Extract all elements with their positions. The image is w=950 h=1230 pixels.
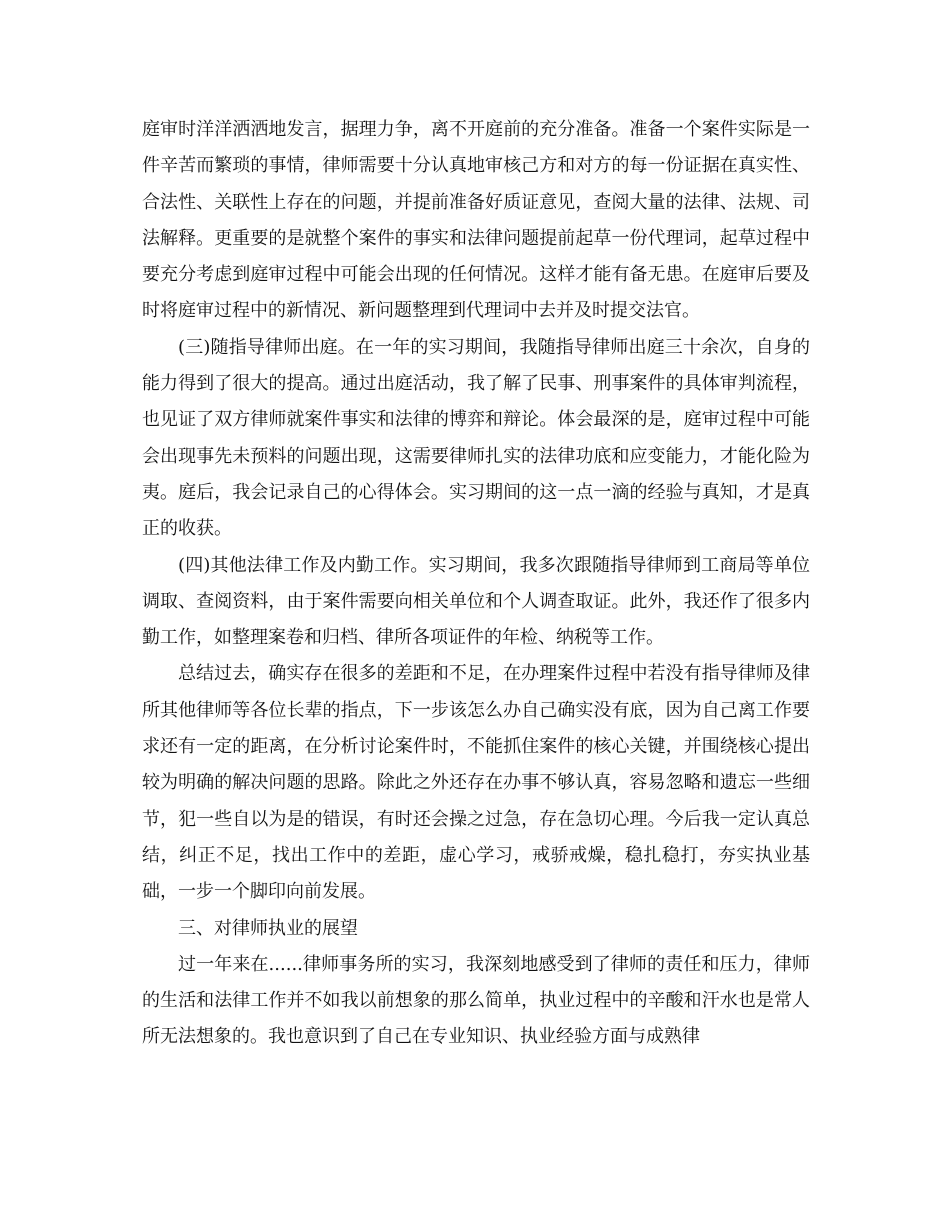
paragraph-outlook: 过一年来在......律师事务所的实习，我深刻地感受到了律师的责任和压力，律师的生活和法律工作并不如我以前想象的那么简单，执业过程中的辛酸和汗水也是常人所无法想象的。我也意识到了自己在专业知识、执业经验方面与成熟律 [142,953,810,1048]
paragraph-summary: 总结过去，确实存在很多的差距和不足，在办理案件过程中若没有指导律师及律所其他律师等各位长辈的指点，下一步该怎么办自己确实没有底，因为自己离工作要求还有一定的距离，在分析讨论案件时，不能抓住案件的核心关键，并围绕核心提出较为明确的解决问题的思路。除此之外还存在办事不够认真，容易忽略和遗忘一些细节，犯一些自以为是的错误，有时还会操之过急，存在急切心理。今后我一定认真总结，纠正不足，找出工作中的差距，虚心学习，戒骄戒燥，稳扎稳打，夯实执业基础，一步一个脚印向前发展。 [142,663,810,903]
paragraph-court-attendance: (三)随指导律师出庭。在一年的实习期间，我随指导律师出庭三十余次，自身的能力得到了很大的提高。通过出庭活动，我了解了民事、刑事案件的具体审判流程，也见证了双方律师就案件事实和法律的博弈和辩论。体会最深的是，庭审过程中可能会出现事先未预料的问题出现，这需要律师扎实的法律功底和应变能力，才能化险为夷。庭后，我会记录自己的心得体会。实习期间的这一点一滴的经验与真知，才是真正的收获。 [142,336,810,540]
paragraph-other-work: (四)其他法律工作及内勤工作。实习期间，我多次跟随指导律师到工商局等单位调取、查阅资料，由于案件需要向相关单位和个人调查取证。此外，我还作了很多内勤工作，如整理案卷和归档、律所各项证件的年检、纳税等工作。 [142,554,810,649]
paragraph-preparation: 庭审时洋洋洒洒地发言，据理力争，离不开庭前的充分准备。准备一个案件实际是一件辛苦而繁琐的事情，律师需要十分认真地审核己方和对方的每一份证据在真实性、合法性、关联性上存在的问题，并提前准备好质证意见，查阅大量的法律、法规、司法解释。更重要的是就整个案件的事实和法律问题提前起草一份代理词，起草过程中要充分考虑到庭审过程中可能会出现的任何情况。这样才能有备无患。在庭审后要及时将庭审过程中的新情况、新问题整理到代理词中去并及时提交法官。 [142,119,810,322]
section-heading-outlook: 三、对律师执业的展望 [178,917,358,939]
document-body [142,112,810,1056]
